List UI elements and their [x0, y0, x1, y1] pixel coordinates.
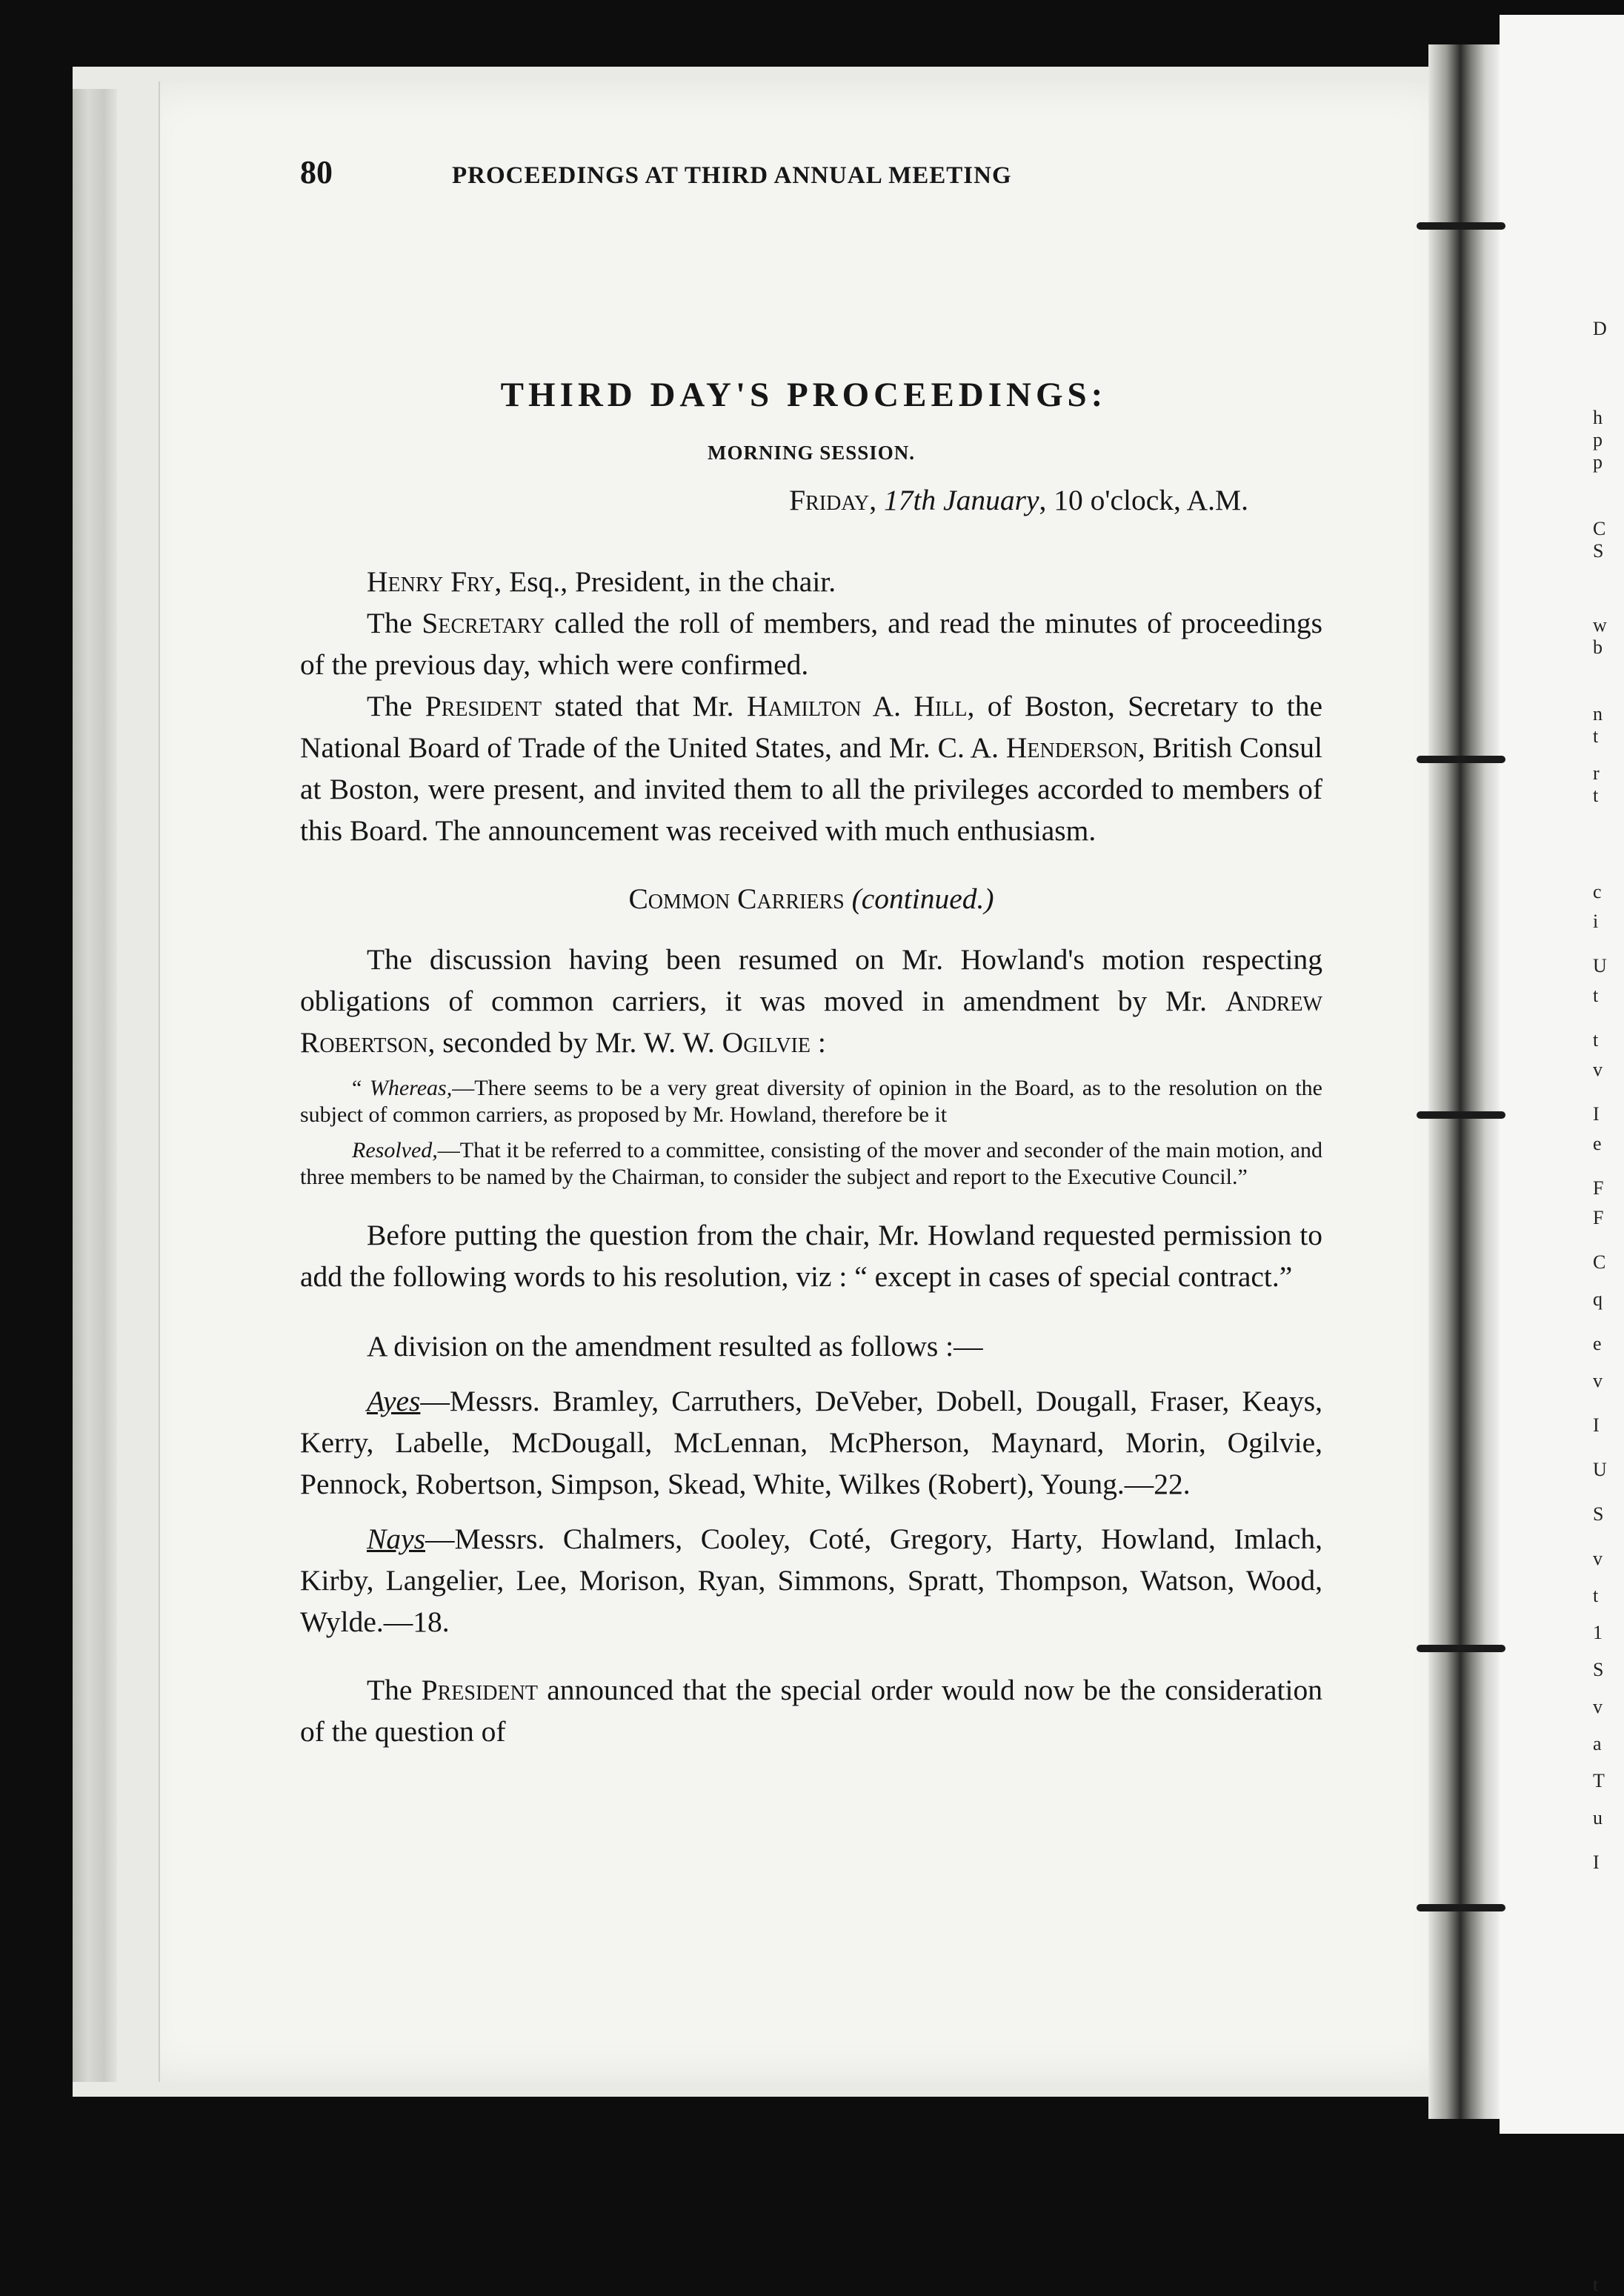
facing-page-letter: e: [1593, 1133, 1602, 1154]
person-name: Andrew Robertson: [300, 985, 1322, 1059]
paragraph-roll-call: [300, 602, 1322, 685]
text-run: , Esq., President, in the chair.: [494, 565, 836, 598]
text-run: The: [367, 607, 422, 639]
nays-list: —Messrs. Chalmers, Cooley, Coté, Gregory, Harty, Howland, Imlach, Kirby, Langelier, Lee, Morison, Ryan, Simmons, Spratt, Thompson, Watson, Wood, Wylde.—18.: [300, 1523, 1322, 1638]
text-run: :: [810, 1026, 826, 1059]
facing-page-letter: I: [1593, 1103, 1600, 1125]
facing-page-letter: t: [1593, 1585, 1599, 1606]
date-day-month: 17th January: [883, 484, 1039, 516]
facing-page-letter: i: [1593, 911, 1599, 932]
facing-page-letter: n: [1593, 703, 1603, 725]
facing-page-letter: p: [1593, 429, 1603, 450]
ayes-list: —Messrs. Bramley, Carruthers, DeVeber, Dobell, Dougall, Fraser, Keays, Kerry, Labelle, McDougall, McLennan, McPherson, Maynard, Morin, Ogilvie, Pennock, Robertson, Simpson, Skead, White, Wilkes (Robert), Young.—22.: [300, 1385, 1322, 1500]
facing-page-letter: v: [1593, 1370, 1603, 1391]
person-name: Hamilton A. Hill: [746, 690, 968, 722]
facing-page-letter: t: [1593, 985, 1599, 1006]
facing-page-letter: h: [1593, 407, 1603, 428]
page-content: [300, 152, 1322, 1752]
facing-page-letter: u: [1593, 1807, 1603, 1829]
facing-page-letter: S: [1593, 1659, 1604, 1680]
facing-page-letter: C: [1593, 1251, 1606, 1273]
date-day: Friday: [789, 484, 870, 516]
facing-page-letter: v: [1593, 1548, 1603, 1569]
facing-page-letter: t: [1593, 1029, 1599, 1051]
page-edge-stack: [73, 89, 117, 2082]
facing-page-letter: r: [1593, 762, 1600, 784]
officer-title: President: [425, 690, 542, 722]
facing-page-letter: v: [1593, 1696, 1603, 1717]
facing-page-letter: p: [1593, 451, 1603, 473]
section-title: Common Carriers: [628, 882, 845, 915]
text-run: The: [367, 1674, 422, 1706]
binding-stitch: [1417, 1645, 1505, 1652]
facing-page-letter: I: [1593, 1851, 1600, 1873]
facing-page-letter: S: [1593, 1503, 1604, 1525]
quote-keyword: Resolved,: [352, 1138, 438, 1162]
paragraph-division: A division on the amendment resulted as follows :—: [367, 1330, 983, 1362]
text-run: The: [367, 690, 425, 722]
date-separator: ,: [869, 484, 884, 516]
paragraph-ayes: [300, 1380, 1322, 1505]
text-run: stated that Mr.: [542, 690, 747, 722]
nays-label: Nays: [367, 1523, 425, 1555]
facing-page-letter: t: [1593, 785, 1599, 806]
book-gutter: [1428, 44, 1500, 2119]
text-run: The discussion having been resumed on Mr. Howland's motion respecting obligations of common carriers, it was moved in amendment by Mr.: [300, 943, 1322, 1017]
facing-page-letter: t: [1593, 2274, 1599, 2295]
facing-page-letter: b: [1593, 636, 1603, 658]
officer-title: President: [421, 1674, 538, 1706]
binding-stitch: [1417, 222, 1505, 230]
dateline: [300, 479, 1322, 521]
date-time: , 10 o'clock, A.M.: [1039, 484, 1248, 516]
facing-page-letter: D: [1593, 318, 1607, 339]
section-note: (continued.): [851, 882, 994, 915]
paragraph-nays: [300, 1518, 1322, 1643]
facing-page-letter: q: [1593, 1288, 1603, 1310]
quote-keyword: Whereas,: [369, 1076, 453, 1100]
binding-stitch: [1417, 1904, 1505, 1911]
facing-page-letter: t: [1593, 725, 1599, 747]
section-heading: [300, 878, 1322, 919]
text-run: —There seems to be a very great diversity of opinion in the Board, as to the resolution on the subject of common carriers, as proposed by Mr. Howland, therefore be it: [300, 1076, 1323, 1127]
chapter-title: THIRD DAY'S PROCEEDINGS:: [500, 376, 1108, 414]
text-run: announced that the special order would now be the consideration of the question of: [300, 1674, 1322, 1748]
facing-page-letter: T: [1593, 1770, 1605, 1791]
facing-page-letter: U: [1593, 1459, 1607, 1480]
session-heading: MORNING SESSION.: [707, 442, 916, 464]
ayes-label: Ayes: [367, 1385, 421, 1417]
binding-stitch: [1417, 756, 1505, 763]
running-head: [300, 152, 1322, 199]
running-title: PROCEEDINGS AT THIRD ANNUAL MEETING: [452, 162, 1012, 189]
text-run: called the roll of members, and read the minutes of proceedings of the previous day, which were confirmed.: [300, 607, 1322, 681]
officer-title: Secretary: [422, 607, 545, 639]
facing-page-letter: I: [1593, 1414, 1600, 1436]
quote-mark: “: [352, 1076, 370, 1100]
quote-whereas: [300, 1075, 1322, 1128]
facing-page-letter: U: [1593, 955, 1607, 976]
facing-page-letter: w: [1593, 614, 1607, 636]
person-name: Henry Fry: [367, 565, 495, 598]
facing-page-letter: 1: [1593, 1622, 1603, 1643]
facing-page-letter: F: [1593, 1177, 1604, 1199]
facing-page-letter: C: [1593, 518, 1606, 539]
text-run: , seconded by Mr. W. W.: [427, 1026, 722, 1059]
paragraph-guests: [300, 685, 1322, 851]
person-name: Henderson: [1005, 731, 1138, 764]
text-run: , of Boston, Secretary to the National Board of Trade of the United States, and Mr. C. A.: [300, 690, 1322, 764]
paragraph-amendment: [300, 939, 1322, 1063]
facing-page-letter: e: [1593, 1333, 1602, 1354]
text-run: , British Consul at Boston, were present, and invited them to all the privileges accorded to members of this Board. The announcement was received with much enthusiasm.: [300, 731, 1322, 847]
binding-stitch: [1417, 1111, 1505, 1119]
paragraph-special-order: [300, 1669, 1322, 1752]
quote-resolved: [300, 1137, 1322, 1191]
facing-page-letter: S: [1593, 540, 1604, 562]
facing-page-letter: a: [1593, 1733, 1602, 1754]
paragraph-howland-request: Before putting the question from the chair, Mr. Howland requested permission to add the following words to his resolution, viz : “ except in cases of special contract.”: [300, 1219, 1322, 1293]
facing-page-letter: v: [1593, 1059, 1603, 1080]
facing-page-letter: F: [1593, 1207, 1604, 1228]
page-number: 80: [300, 154, 333, 190]
facing-page-letter: c: [1593, 881, 1602, 902]
person-name: Ogilvie: [722, 1026, 811, 1059]
text-run: —That it be referred to a committee, consisting of the mover and seconder of the main motion, and three members to be named by the Chairman, to consider the subject and report to the Executive Council.”: [300, 1138, 1322, 1189]
paragraph-chair: [300, 561, 1322, 602]
